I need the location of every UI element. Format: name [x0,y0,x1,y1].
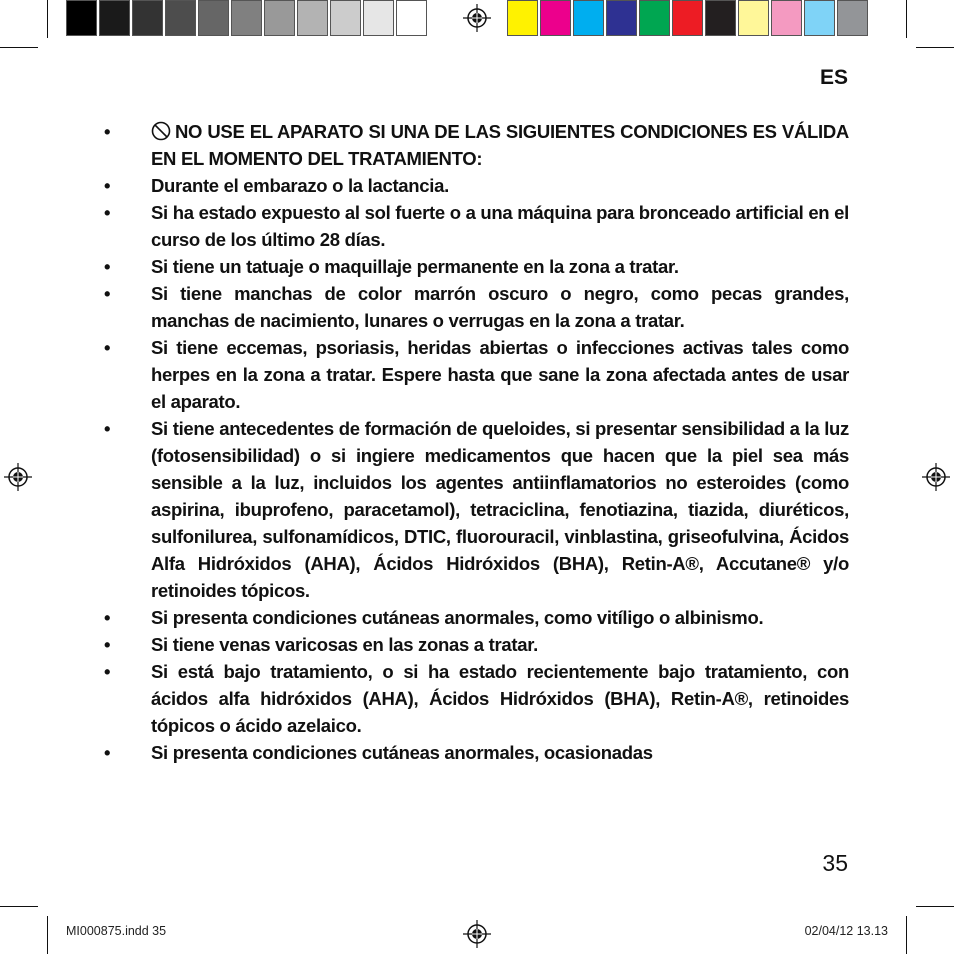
bullet: • [104,256,111,277]
registration-mark-icon [463,920,491,948]
color-swatch [231,0,262,36]
color-swatch [606,0,637,36]
list-item-text: Si tiene antecedentes de formación de queloides, si presentar sensibilidad a la luz (fotosensibilidad) o si ingiere medicamentos que hacen que la piel sea más sensible a la luz, incluidos los agentes antiinflamatorios no esteroides (como aspirina, ibuprofeno, paracetamol), tetraciclina, fenotiazina, tiazida, diuréticos, sulfonilurea, sulfonamídicos, DTIC, fluorouracil, vinblastina, griseofulvina, Ácidos Alfa Hidróxidos (AHA), Ácidos Hidróxidos (BHA), Retin-A®, Accutane® y/o retinoides tópicos. [151,418,849,601]
color-swatch [672,0,703,36]
list-item-text: Si tiene manchas de color marrón oscuro o negro, como pecas grandes, manchas de nacimiento, lunares o verrugas en la zona a tratar. [151,283,849,331]
page-number: 35 [822,850,848,876]
list-item [104,415,849,604]
color-swatch [396,0,427,36]
list-item [104,334,849,415]
color-swatch [297,0,328,36]
color-swatch [132,0,163,36]
crop-mark [916,906,954,907]
list-item-text: Si tiene venas varicosas en las zonas a tratar. [151,634,538,655]
footer-datetime: 02/04/12 13.13 [804,924,888,938]
registration-mark-icon [463,4,491,32]
bullet: • [104,202,111,223]
color-swatch [540,0,571,36]
bullet: • [104,121,111,142]
warning-list [104,118,849,766]
crop-mark [47,916,48,954]
no-symbol-icon [151,121,171,141]
registration-mark-icon [922,463,950,491]
warning-heading: NO USE EL APARATO SI UNA DE LAS SIGUIENTES CONDICIONES ES VÁLIDA EN EL MOMENTO DEL TRATAMIENTO: [151,121,849,169]
list-item [104,172,849,199]
color-swatch [330,0,361,36]
crop-mark [47,0,48,38]
bullet: • [104,175,111,196]
color-swatch [198,0,229,36]
bullet: • [104,283,111,304]
color-swatch [573,0,604,36]
list-item-text: Si presenta condiciones cutáneas anormales, ocasionadas [151,742,653,763]
list-item-text: Si está bajo tratamiento, o si ha estado recientemente bajo tratamiento, con ácidos alfa hidróxidos (AHA), Ácidos Hidróxidos (BHA), Retin-A®, retinoides tópicos o ácido azelaico. [151,661,849,736]
color-swatch [165,0,196,36]
list-item [104,253,849,280]
language-code: ES [819,66,848,89]
crop-mark [0,906,38,907]
color-swatch [639,0,670,36]
color-swatch [837,0,868,36]
color-swatch [66,0,97,36]
list-item-text: Si ha estado expuesto al sol fuerte o a una máquina para bronceado artificial en el curso de los último 28 días. [151,202,849,250]
color-swatch [804,0,835,36]
list-item [104,280,849,334]
crop-mark [0,47,38,48]
color-swatch [738,0,769,36]
crop-mark [906,0,907,38]
footer-file: MI000875.indd 35 [66,924,167,938]
list-item [104,604,849,631]
color-swatch [771,0,802,36]
list-item-text: Si presenta condiciones cutáneas anormales, como vitíligo o albinismo. [151,607,764,628]
crop-mark [916,47,954,48]
bullet: • [104,742,111,763]
list-item-text: Si tiene eccemas, psoriasis, heridas abiertas o infecciones activas tales como herpes en la zona a tratar. Espere hasta que sane la zona afectada antes de usar el aparato. [151,337,849,412]
color-swatch [705,0,736,36]
list-item-text: Durante el embarazo o la lactancia. [151,175,449,196]
list-item-text: Si tiene un tatuaje o maquillaje permanente en la zona a tratar. [151,256,679,277]
bullet: • [104,418,111,439]
bullet: • [104,337,111,358]
color-swatch [264,0,295,36]
list-item [104,658,849,739]
crop-mark [906,916,907,954]
bullet: • [104,607,111,628]
color-swatch [363,0,394,36]
bullet: • [104,634,111,655]
list-item [104,118,849,172]
list-item [104,739,849,766]
list-item [104,631,849,658]
registration-mark-icon [4,463,32,491]
list-item [104,199,849,253]
color-swatch [507,0,538,36]
bullet: • [104,661,111,682]
color-swatch [99,0,130,36]
